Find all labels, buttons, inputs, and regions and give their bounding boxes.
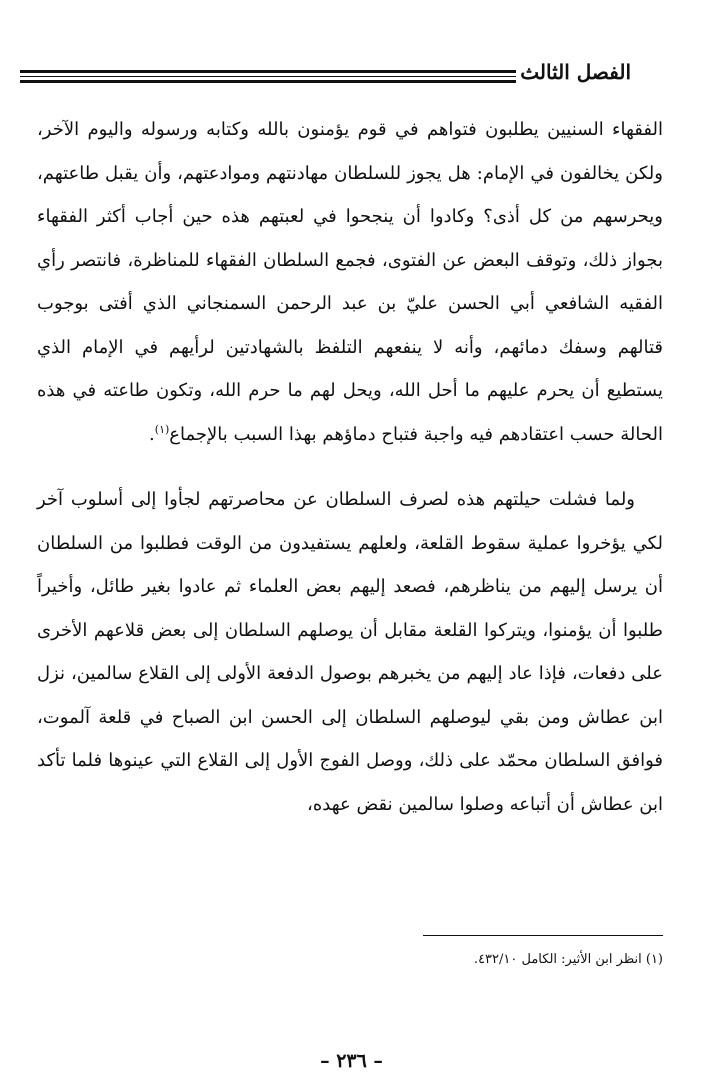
- page-header: [20, 58, 631, 92]
- footnote-reference: (١): [154, 422, 170, 436]
- header-rule-thick-bottom: [20, 80, 516, 83]
- paragraph-2-text: ولما فشلت حيلتهم هذه لصرف السلطان عن محاصرتهم لجأوا إلى أسلوب آخر لكي يؤخروا عملية سقوط القلعة، ولعلهم يستفيدون من الوقت فطلبوا من السلطان أن يرسل إليهم من يناظرهم، فصعد إليهم بعض العلماء ثم عادوا بغير طائل، وأخيراً طلبوا أن يؤمنوا، ويتركوا القلعة مقابل أن يوصلهم السلطان إلى بعض قلاعهم الأخرى على دفعات، فإذا عاد إليهم من يخبرهم بوصول الدفعة الأولى إلى القلاع سالمين، نزل ابن عطاش ومن بقي ليوصلهم السلطان إلى الحسن ابن الصباح في قلعة آلموت، فوافق السلطان محمّد على ذلك، ووصل الفوج الأول إلى القلاع التي عينوها فلما تأكد ابن عطاش أن أتباعه وصلوا سالمين نقض عهده،: [37, 489, 663, 815]
- paragraph-1: [37, 108, 663, 456]
- chapter-title: الفصل الثالث: [520, 60, 631, 84]
- header-rule-thick-top: [20, 70, 516, 73]
- paragraph-1-tail: .: [149, 423, 155, 445]
- header-rule-thin: [20, 76, 516, 77]
- footnote-separator: [423, 935, 663, 936]
- page-number: – ٢٣٦ –: [320, 1050, 383, 1072]
- paragraph-2: [37, 478, 663, 826]
- footnote: (١) انظر ابن الأثير: الكامل ٤٣٢/١٠.: [473, 952, 663, 967]
- paragraph-1-text: الفقهاء السنيين يطلبون فتواهم في قوم يؤمنون بالله وكتابه ورسوله واليوم الآخر، ولكن يخالفون في الإمام: هل يجوز للسلطان مهادنتهم وموادعتهم، وأن يقبل طاعتهم، ويحرسهم من كل أذى؟ وكادوا أن ينجحوا في لعبتهم هذه حين أجاب أكثر الفقهاء بجواز ذلك، وتوقف البعض عن الفتوى، فجمع السلطان الفقهاء للمناظرة، فانتصر رأي الفقيه الشافعي أبي الحسن عليّ بن عبد الرحمن السمنجاني الذي أفتى بوجوب قتالهم وسفك دمائهم، وأنه لا ينفعهم التلفظ بالشهادتين لرأيهم في الإمام الذي يستطيع أن يحرم عليهم ما أحل الله، ويحل لهم ما حرم الله، وتكون طاعته في هذه الحالة حسب اعتقادهم فيه واجبة فتباح دماؤهم بهذا السبب بالإجماع: [37, 119, 664, 445]
- body-text: [37, 108, 663, 826]
